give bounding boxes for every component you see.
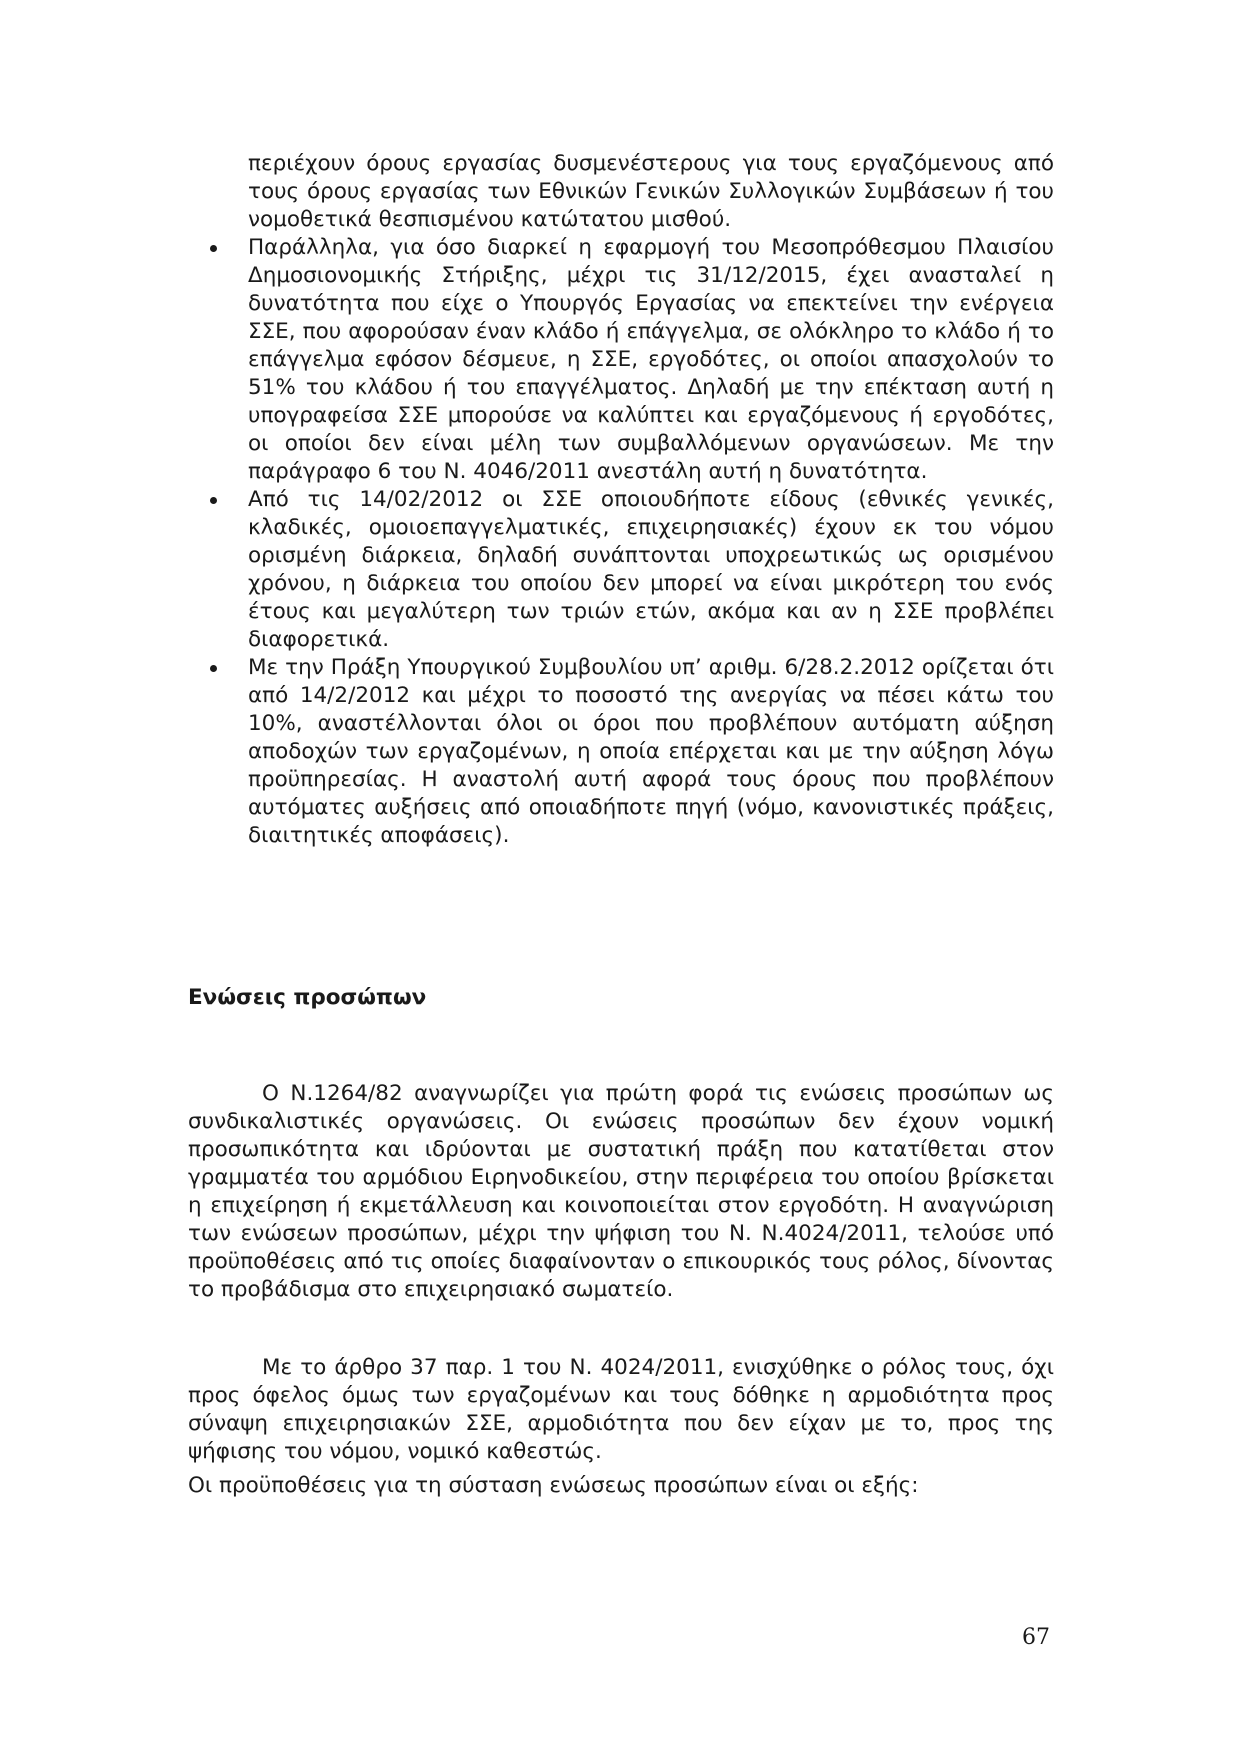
bullet-text: Με την Πράξη Υπουργικού Συμβουλίου υπ’ αριθμ. 6/28.2.2012 ορίζεται ότι από 14/2/2012 και μέχρι το ποσοστό της ανεργίας να πέσει κάτω του 10%, αναστέλλονται όλοι οι όροι που προβλέπουν αυτόματη αύξηση αποδοχών των εργαζομένων, η οποία επέρχεται και με την αύξηση λόγω προϋπηρεσίας. Η αναστολή αυτή αφορά τους όρους που προβλέπουν αυτόματες αυξήσεις από οποιαδήποτε πηγή (νόμο, κανονιστικές πράξεις, διαιτητικές αποφάσεις). [248, 655, 1054, 848]
section-heading: Ενώσεις προσώπων [188, 985, 427, 1010]
bullet-icon [210, 497, 217, 504]
page-number: 67 [1022, 1625, 1050, 1650]
intro-paragraph: περιέχουν όρους εργασίας δυσμενέστερους για τους εργαζόμενους από τους όρους εργασίας των Εθνικών Γενικών Συλλογικών Συμβάσεων ή του νομοθετικά θεσπισμένου κατώτατου μισθού. [248, 151, 1054, 232]
body-paragraph-1: Ο Ν.1264/82 αναγνωρίζει για πρώτη φορά τις ενώσεις προσώπων ως συνδικαλιστικές οργανώσεις. Οι ενώσεις προσώπων δεν έχουν νομική προσωπικότητα και ιδρύονται με συστατική πράξη που κατατίθεται στον γραμματέα του αρμόδιου Ειρηνοδικείου, στην περιφέρεια του οποίου βρίσκεται η επιχείρηση ή εκμετάλλευση και κοινοποιείται στον εργοδότη. Η αναγνώριση των ενώσεων προσώπων, μέχρι την ψήφιση του Ν. Ν.4024/2011, τελούσε υπό προϋποθέσεις από τις οποίες διαφαίνονταν ο επικουρικός τους ρόλος, δίνοντας το προβάδισμα στο επιχειρησιακό σωματείο. [188, 1081, 1054, 1302]
list-item [248, 654, 1054, 850]
body-paragraph-3: Οι προϋποθέσεις για τη σύσταση ενώσεως προσώπων είναι οι εξής: [188, 1473, 919, 1498]
bullet-text: Από τις 14/02/2012 οι ΣΣΕ οποιουδήποτε είδους (εθνικές γενικές, κλαδικές, ομοιοεπαγγελματικές, επιχειρησιακές) έχουν εκ του νόμου ορισμένη διάρκεια, δηλαδή συνάπτονται υποχρεωτικώς ως ορισμένου χρόνου, η διάρκεια του οποίου δεν μπορεί να είναι μικρότερη του ενός έτους και μεγαλύτερη των τριών ετών, ακόμα και αν η ΣΣΕ προβλέπει διαφορετικά. [248, 487, 1054, 652]
bullet-list [248, 234, 1054, 850]
body-paragraph-2: Με το άρθρο 37 παρ. 1 του Ν. 4024/2011, ενισχύθηκε ο ρόλος τους, όχι προς όφελος όμως των εργαζομένων και τους δόθηκε η αρμοδιότητα προς σύναψη επιχειρησιακών ΣΣΕ, αρμοδιότητα που δεν είχαν με το, προς της ψήφισης του νόμου, νομικό καθεστώς. [188, 1355, 1054, 1464]
list-item [248, 234, 1054, 486]
bullet-icon [210, 665, 217, 672]
list-item [248, 486, 1054, 654]
bullet-icon [210, 245, 217, 252]
bullet-text: Παράλληλα, για όσο διαρκεί η εφαρμογή του Μεσοπρόθεσμου Πλαισίου Δημοσιονομικής Στήριξης, μέχρι τις 31/12/2015, έχει ανασταλεί η δυνατότητα που είχε ο Υπουργός Εργασίας να επεκτείνει την ενέργεια ΣΣΕ, που αφορούσαν έναν κλάδο ή επάγγελμα, σε ολόκληρο το κλάδο ή το επάγγελμα εφόσον δέσμευε, η ΣΣΕ, εργοδότες, οι οποίοι απασχολούν το 51% του κλάδου ή του επαγγέλματος. Δηλαδή με την επέκταση αυτή η υπογραφείσα ΣΣΕ μπορούσε να καλύπτει και εργαζόμενους ή εργοδότες, οι οποίοι δεν είναι μέλη των συμβαλλόμενων οργανώσεων. Με την παράγραφο 6 του Ν. 4046/2011 ανεστάλη αυτή η δυνατότητα. [248, 235, 1054, 484]
